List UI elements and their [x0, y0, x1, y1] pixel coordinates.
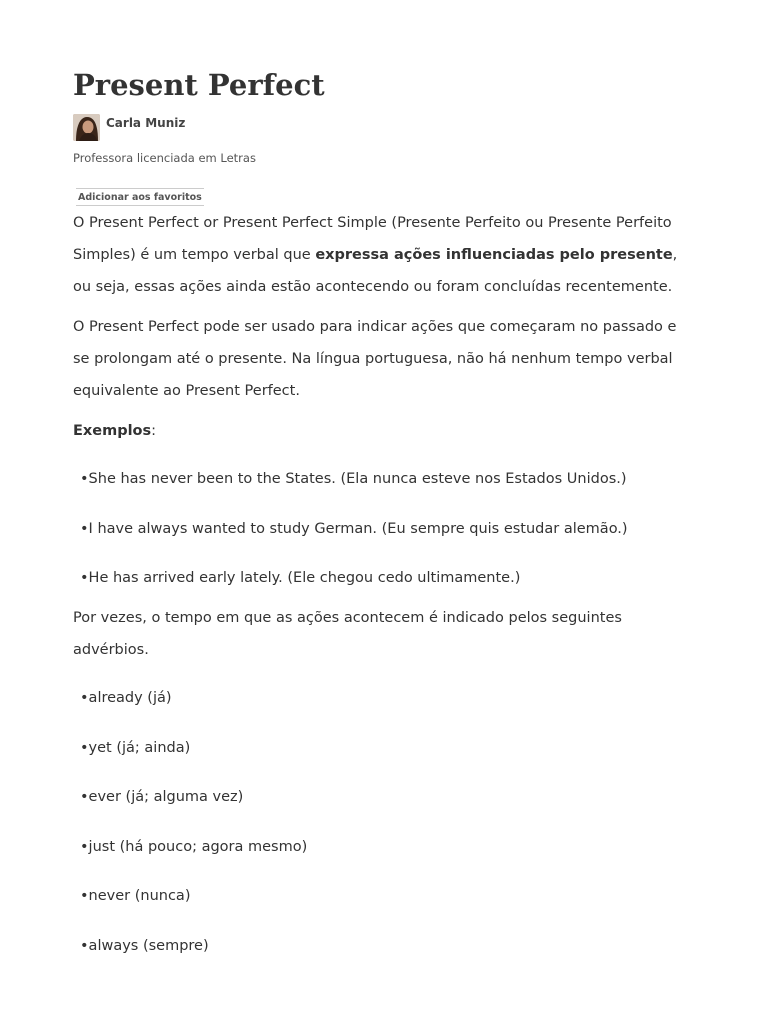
list-item: •He has arrived early lately. (Ele chegou cedo ultimamente.)	[80, 570, 521, 586]
list-item: •She has never been to the States. (Ela nunca esteve nos Estados Unidos.)	[80, 471, 627, 487]
adverbs-list	[73, 682, 683, 962]
list-item: •just (há pouco; agora mesmo)	[80, 838, 308, 855]
examples-list	[73, 463, 683, 594]
second-paragraph: O Present Perfect pode ser usado para indicar ações que começaram no passado e se prolongam até o presente. Na língua portuguesa, não há nenhum tempo verbal equivalente ao Present Perfect.	[73, 319, 677, 399]
intro-paragraph	[73, 207, 683, 303]
author-photo-icon	[73, 114, 100, 141]
examples-heading-colon: :	[151, 423, 157, 439]
list-item: •I have always wanted to study German. (Eu sempre quis estudar alemão.)	[80, 520, 628, 537]
list-item: •ever (já; alguma vez)	[80, 789, 244, 805]
list-item: •already (já)	[80, 690, 172, 706]
avatar[interactable]	[73, 114, 100, 141]
add-to-favorites-button[interactable]: Adicionar aos favoritos	[76, 188, 204, 206]
author-row	[73, 114, 185, 141]
intro-text-bold: expressa ações influenciadas pelo presente	[315, 247, 673, 263]
article-body	[73, 207, 683, 979]
list-item: •yet (já; ainda)	[80, 739, 191, 756]
intro-text-end: , ou seja, essas ações ainda estão acontecendo ou foram concluídas recentemente.	[73, 247, 678, 295]
author-name[interactable]: Carla Muniz	[106, 115, 186, 130]
intro-text-start: O Present Perfect or Present Perfect Simple (Presente Perfeito ou Presente Perfeito Simples) é um tempo verbal que	[73, 215, 672, 263]
examples-heading	[73, 415, 683, 447]
list-item: •always (sempre)	[80, 937, 209, 954]
page-title: Present Perfect	[73, 68, 325, 102]
adverbs-intro: Por vezes, o tempo em que as ações acontecem é indicado pelos seguintes advérbios.	[73, 610, 622, 658]
examples-heading-label: Exemplos	[73, 423, 152, 439]
list-item: •never (nunca)	[80, 888, 191, 904]
author-role: Professora licenciada em Letras	[73, 151, 256, 165]
